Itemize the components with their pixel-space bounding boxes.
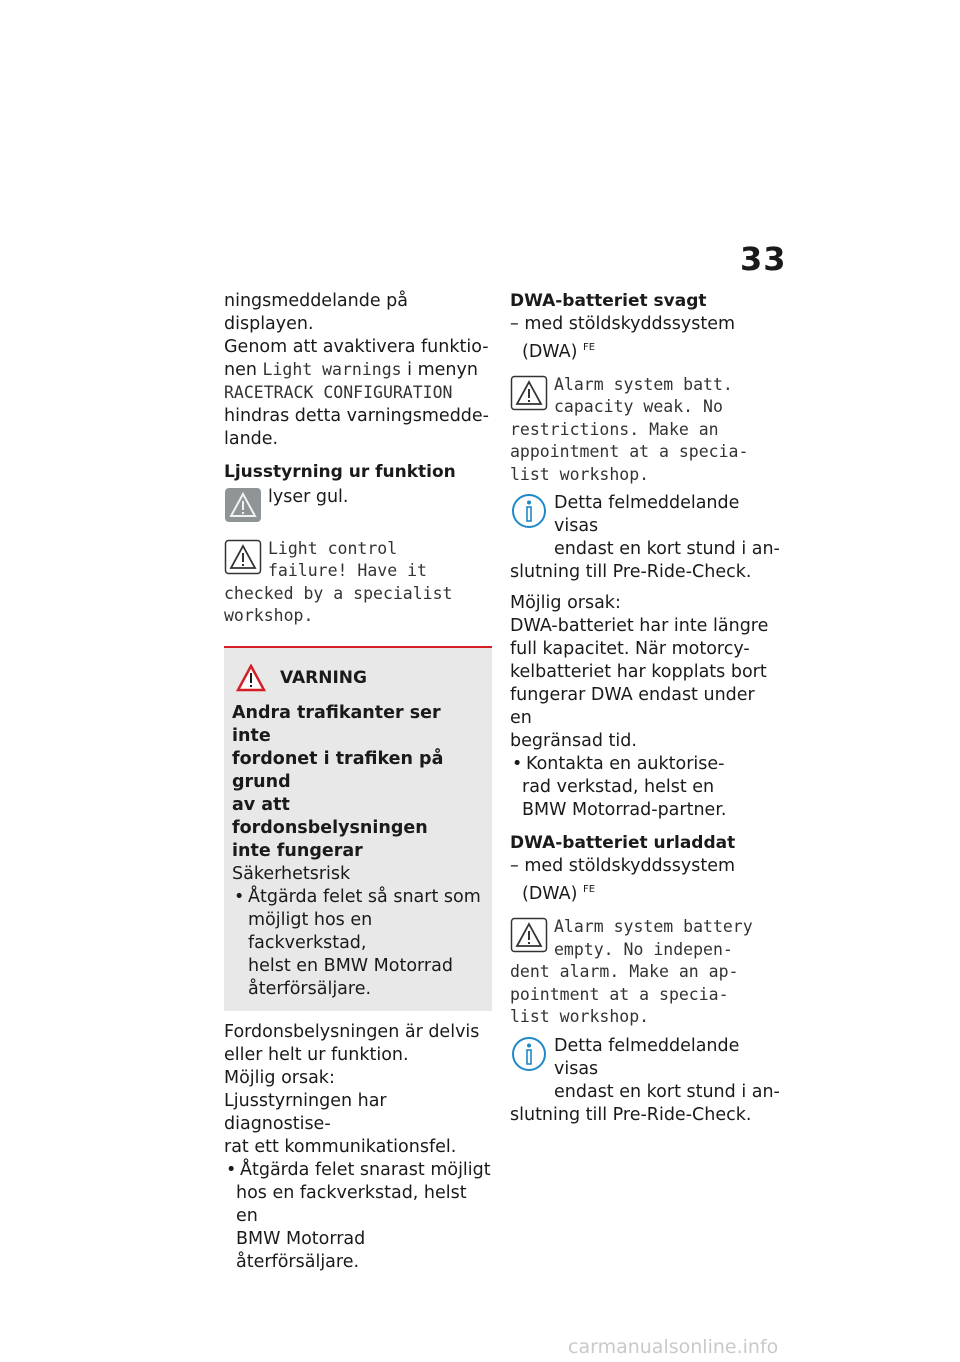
condition-line — [510, 336, 782, 364]
message-line: empty. No indepen- — [554, 939, 733, 959]
text-line: lyser gul. — [268, 486, 349, 507]
message-row — [510, 374, 782, 419]
condition-line: – med stöldskyddssystem — [510, 314, 736, 334]
info-line: Detta felmeddelande visas — [554, 493, 740, 537]
warning-action: • Åtgärda felet så snart som — [232, 886, 482, 909]
message-line: Light control — [268, 538, 398, 558]
fe-superscript: FE — [583, 884, 596, 896]
info-text-top — [554, 492, 782, 561]
cause-label: Möjlig orsak: — [224, 1067, 335, 1088]
text-line: hindras detta varningsmedde- — [224, 405, 489, 426]
text-line: kelbatteriet har kopplats bort — [510, 662, 767, 683]
warning-lamp-icon — [224, 486, 262, 524]
message-line: capacity weak. No — [554, 397, 723, 417]
info-icon — [510, 1035, 548, 1073]
condition-line — [510, 878, 782, 906]
message-line: Alarm system batt. — [554, 374, 733, 394]
warning-action-cont: helst en BMW Motorrad — [248, 955, 453, 976]
danger-icon — [236, 664, 266, 692]
message-text-top — [268, 538, 427, 583]
section-heading: DWA-batteriet svagt — [510, 291, 707, 311]
text-line: Genom att avaktivera funktio- — [224, 337, 489, 357]
fe-superscript: FE — [583, 342, 596, 353]
message-line: workshop. — [224, 606, 314, 625]
text-line: DWA-batteriet har inte längre — [510, 616, 769, 637]
message-line: pointment at a specia- — [510, 984, 729, 1004]
message-row — [510, 916, 782, 961]
action-line-cont: BMW Motorrad återförsäljare. — [236, 1228, 366, 1272]
info-line: Detta felmeddelande visas — [554, 1035, 740, 1079]
text-line: rat ett kommunikationsfel. — [224, 1136, 457, 1157]
action-line-cont: hos en fackverkstad, helst en — [236, 1182, 467, 1226]
condition-text: (DWA) — [522, 341, 578, 362]
text-span: nen — [224, 360, 263, 380]
info-line: endast en kort stund i an- — [554, 1081, 780, 1102]
message-line: appointment at a specia- — [510, 442, 749, 462]
action-line-cont: rad verkstad, helst en — [522, 777, 715, 798]
condition-line: – med stöldskyddssystem — [510, 856, 736, 877]
text-line: ningsmeddelande på displayen. — [224, 291, 409, 334]
message-row — [224, 538, 492, 583]
action-line: • Kontakta en auktorise- — [510, 753, 782, 776]
info-line: endast en kort stund i an- — [554, 539, 780, 560]
text-line: lande. — [224, 428, 279, 449]
info-row — [510, 1035, 782, 1104]
warning-box — [224, 646, 492, 1011]
warning-bold-line: inte fungerar — [232, 840, 363, 861]
info-text-top — [554, 1035, 782, 1104]
text-line: Ljusstyrningen har diagnostise- — [224, 1090, 387, 1134]
warning-bold-line: av att fordonsbelysningen — [232, 794, 428, 838]
warning-action-cont: återförsäljare. — [248, 978, 372, 999]
menu-term-racetrack: RACETRACK CONFIGURATION — [224, 383, 453, 402]
text-line: eller helt ur funktion. — [224, 1044, 409, 1065]
warning-bold-line: Andra trafikanter ser inte — [232, 702, 441, 746]
text-line: fungerar DWA endast under en — [510, 685, 755, 729]
section-heading: Ljusstyrning ur funktion — [224, 461, 456, 482]
warning-action-cont: möjligt hos en fackverkstad, — [248, 909, 373, 953]
message-line: list workshop. — [510, 464, 650, 484]
lamp-row — [224, 486, 492, 524]
message-text-top — [554, 374, 733, 419]
text-span: i menyn — [401, 360, 478, 380]
message-line: failure! Have it — [268, 561, 427, 580]
warning-triangle-icon — [510, 916, 548, 954]
info-row — [510, 492, 782, 561]
right-column — [510, 290, 782, 1127]
message-line: checked by a specialist — [224, 583, 453, 603]
text-line: Fordonsbelysningen är delvis — [224, 1021, 480, 1042]
warning-bold-line: fordonet i trafiken på grund — [232, 748, 444, 792]
warning-risk: Säkerhetsrisk — [232, 863, 351, 884]
text-line: full kapacitet. När motorcy- — [510, 639, 750, 660]
cause-label: Möjlig orsak: — [510, 593, 621, 614]
message-line: restrictions. Make an — [510, 419, 719, 439]
menu-term-light-warnings: Light warnings — [262, 360, 402, 379]
message-text-top — [554, 916, 753, 961]
text-line — [224, 359, 492, 382]
message-line: list workshop. — [510, 1007, 650, 1027]
page-number: 33 — [740, 240, 787, 278]
condition-text: (DWA) — [522, 884, 578, 905]
message-line: Alarm system battery — [554, 917, 753, 937]
watermark-link[interactable]: carmanualsonline.info — [568, 1336, 779, 1358]
action-line: • Åtgärda felet snarast möjligt — [224, 1159, 492, 1182]
action-line-cont: BMW Motorrad-partner. — [522, 800, 727, 821]
info-line: slutning till Pre-Ride-Check. — [510, 562, 752, 583]
info-icon — [510, 492, 548, 530]
info-line: slutning till Pre-Ride-Check. — [510, 1104, 752, 1125]
message-line: dent alarm. Make an ap- — [510, 962, 739, 982]
text-line: begränsad tid. — [510, 731, 637, 752]
warning-title: VARNING — [280, 667, 367, 688]
section-heading: DWA-batteriet urladdat — [510, 833, 736, 854]
warning-title-row — [236, 664, 482, 692]
warning-triangle-icon — [224, 538, 262, 576]
warning-triangle-icon — [510, 374, 548, 412]
left-column — [224, 290, 492, 1274]
